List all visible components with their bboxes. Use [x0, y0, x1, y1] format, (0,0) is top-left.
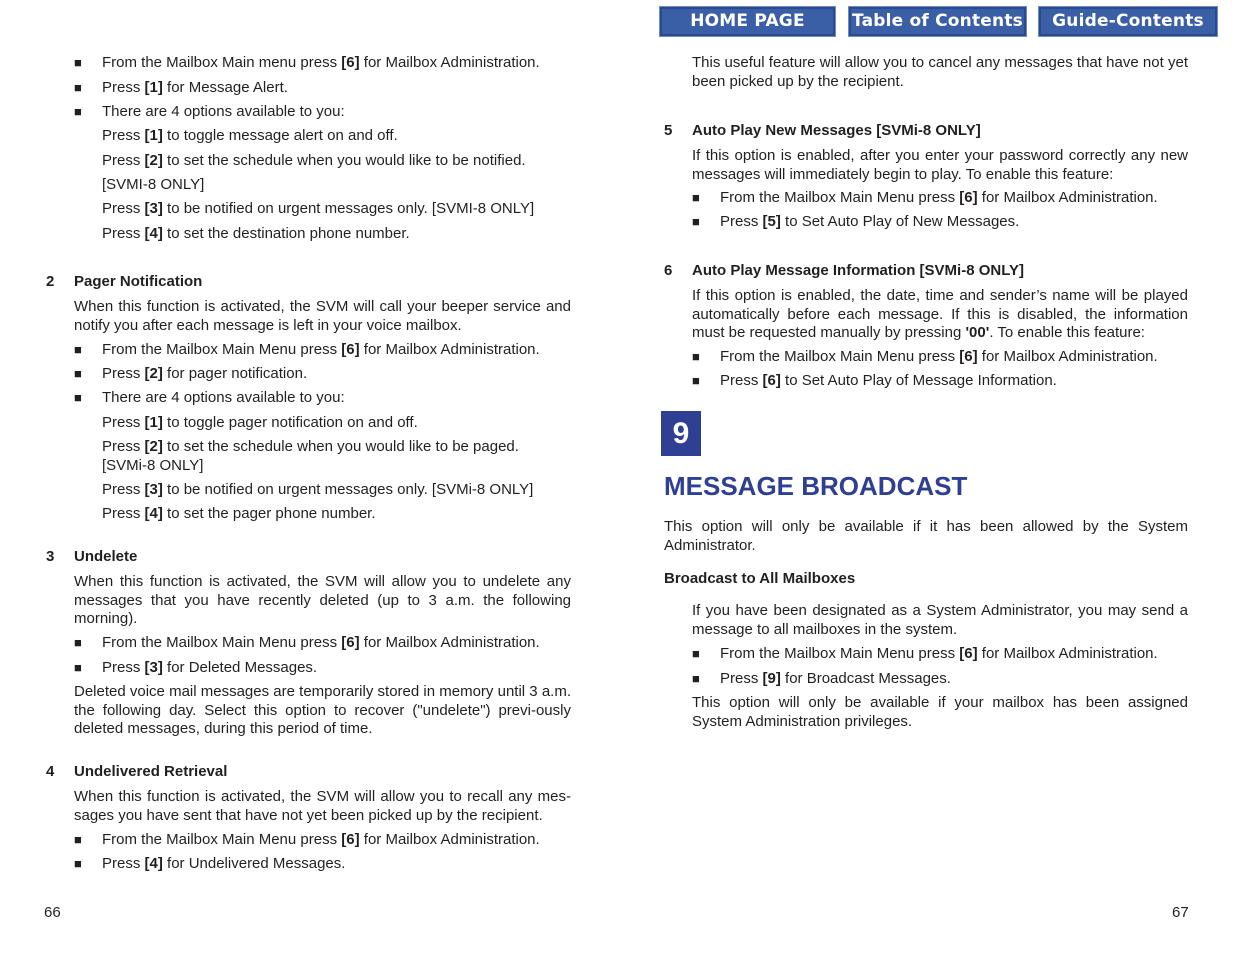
section-body: When this function is activated, the SVM will allow you to undelete any messages that you have recently deleted (up to 3 a.m. the following morning).: [74, 573, 571, 627]
page-number-left: 66: [44, 904, 61, 921]
option-line: Press [3] to be notified on urgent messages only. [SVMi-8 ONLY]: [102, 481, 534, 498]
option-line: Press [4] to set the pager phone number.: [102, 505, 376, 522]
bullet-square-icon: ■: [692, 190, 700, 205]
intro-paragraph: This useful feature will allow you to cancel any messages that have not yet been picked up by the recipient.: [692, 54, 1188, 90]
bullet-square-icon: ■: [692, 349, 700, 364]
option-line: Press [1] to toggle message alert on and off.: [102, 127, 398, 144]
section-body: When this function is activated, the SVM will call your beeper service and notify you after each message is left in your voice mailbox.: [74, 298, 571, 334]
section-body: If this option is enabled, the date, time and sender’s name will be played automatically before each message. If this is disabled, the information must be requested manually by pressing '00'. To enable this feature:: [692, 287, 1188, 341]
bullet-square-icon: ■: [692, 214, 700, 229]
bullet-square-icon: ■: [74, 104, 82, 119]
bullet-square-icon: ■: [74, 390, 82, 405]
option-line: Press [3] to be notified on urgent messages only. [SVMI-8 ONLY]: [102, 200, 535, 217]
table-of-contents-button[interactable]: Table of Contents: [848, 6, 1027, 37]
subsection-heading: Broadcast to All Mailboxes: [664, 570, 856, 587]
page-number-right: 67: [1172, 904, 1189, 921]
bullet-square-icon: ■: [692, 671, 700, 686]
section-body: If this option is enabled, after you enter your password correctly any new messages will immediately begin to play. To enable this feature:: [692, 147, 1188, 183]
bullet-square-icon: ■: [74, 342, 82, 357]
chapter-intro: This option will only be available if it has been allowed by the System Administrator.: [664, 518, 1188, 554]
bullet-square-icon: ■: [74, 80, 82, 95]
chapter-title: MESSAGE BROADCAST: [664, 471, 968, 501]
bullet-square-icon: ■: [74, 660, 82, 675]
option-line: [SVMI-8 ONLY]: [102, 176, 205, 193]
option-line: Press [2] to set the schedule when you would like to be paged.: [102, 438, 519, 455]
bullet-square-icon: ■: [74, 856, 82, 871]
bullet-square-icon: ■: [74, 832, 82, 847]
bullet-square-icon: ■: [74, 55, 82, 70]
bullet-square-icon: ■: [74, 366, 82, 381]
bullet-square-icon: ■: [74, 635, 82, 650]
section-note: Deleted voice mail messages are temporarily stored in memory until 3 a.m. the following day. Select this option to recover ("undelete") previ-ously deleted messages, during this period of time.: [74, 683, 571, 737]
option-line: [SVMi-8 ONLY]: [102, 457, 204, 474]
chapter-number-badge: 9: [661, 411, 701, 456]
option-line: Press [4] to set the destination phone number.: [102, 225, 410, 242]
guide-contents-button[interactable]: Guide-Contents: [1038, 6, 1218, 37]
section-body: When this function is activated, the SVM will allow you to recall any mes-sages you have sent that have not yet been picked up by the recipient.: [74, 788, 571, 824]
bullet-square-icon: ■: [692, 646, 700, 661]
home-page-button[interactable]: HOME PAGE: [659, 6, 836, 37]
option-line: Press [2] to set the schedule when you would like to be notified.: [102, 152, 526, 169]
bullet-square-icon: ■: [692, 373, 700, 388]
subsection-note: This option will only be available if your mailbox has been assigned System Administration privileges.: [692, 694, 1188, 730]
option-line: Press [1] to toggle pager notification on and off.: [102, 414, 418, 431]
subsection-body: If you have been designated as a System Administrator, you may send a message to all mailboxes in the system.: [692, 602, 1188, 638]
